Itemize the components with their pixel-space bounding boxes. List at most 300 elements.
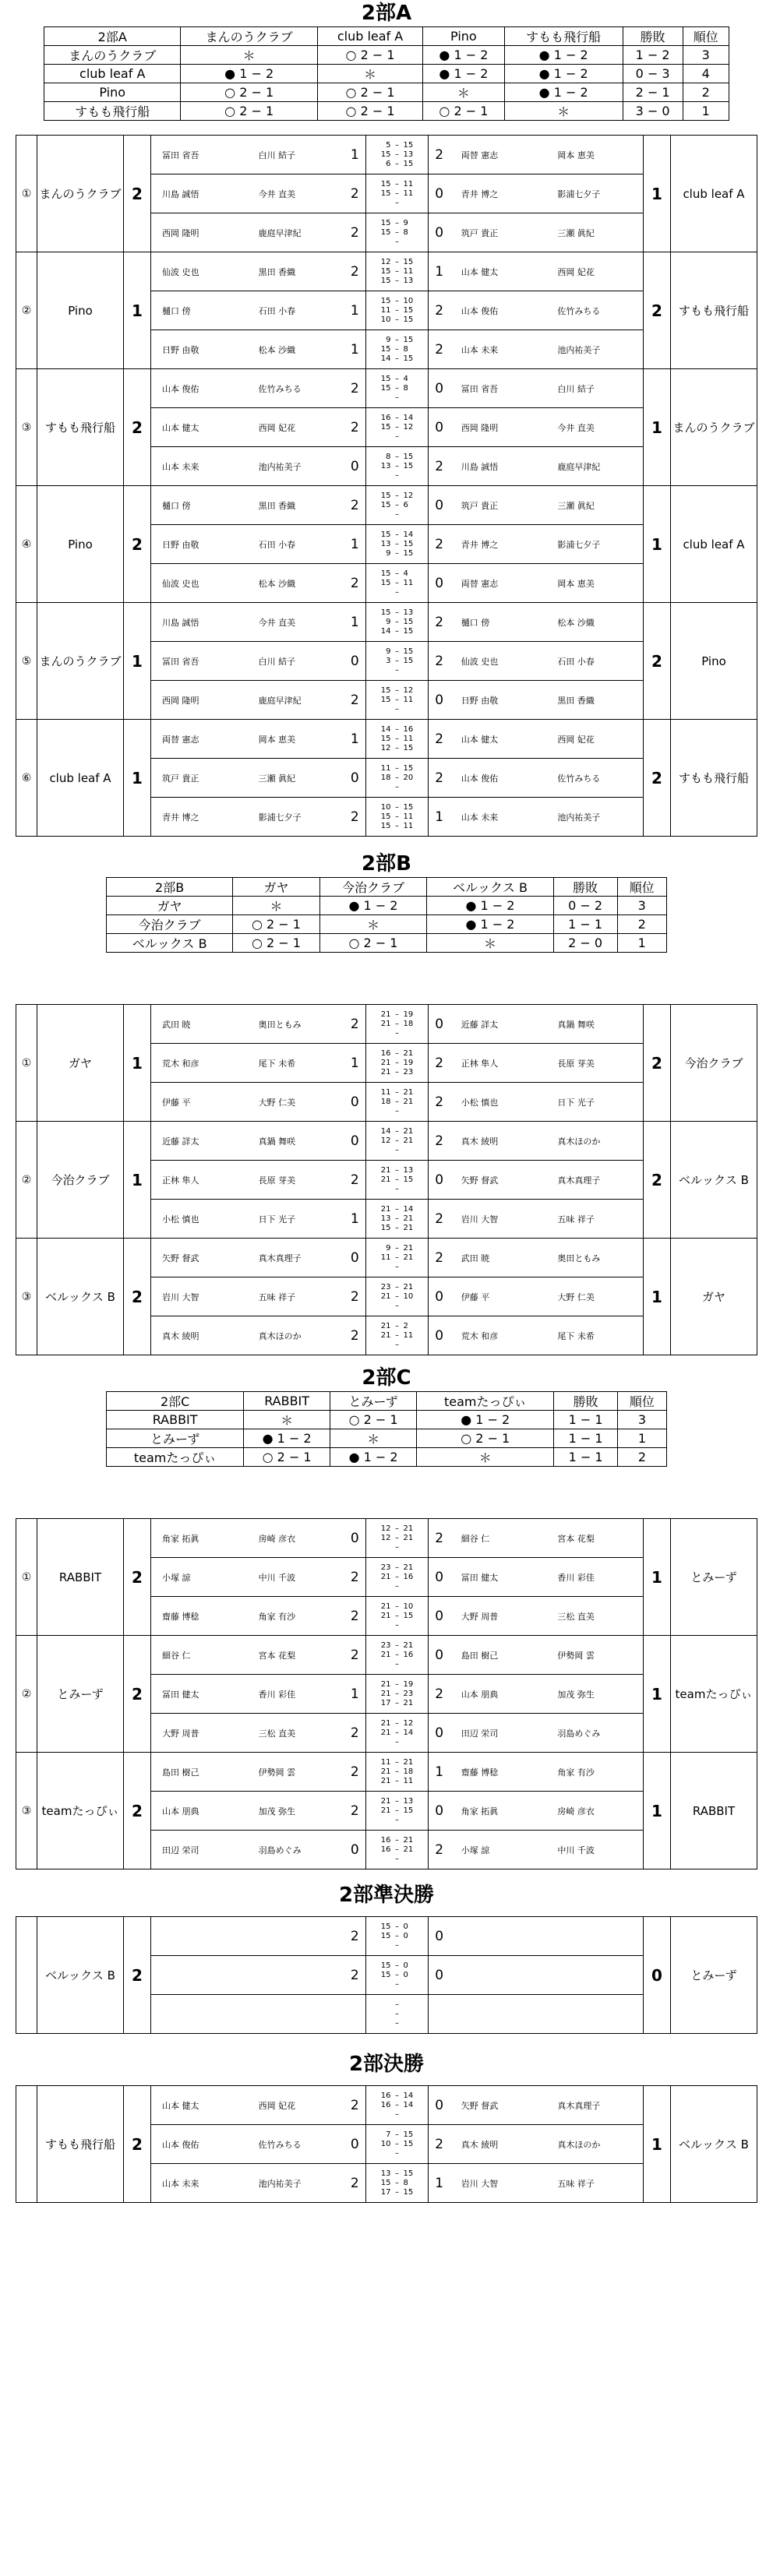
set-score-right: 21 <box>403 1243 414 1253</box>
set-score-right: 14 <box>403 2091 414 2100</box>
left-player-2 <box>248 1917 344 1956</box>
right-player-2: 影浦七夕子 <box>546 174 643 213</box>
team-left-name: Pino <box>37 486 124 603</box>
set-score-line <box>375 1971 418 1980</box>
set-score-right: 21 <box>403 1048 414 1058</box>
set-score-line <box>375 1651 418 1660</box>
set-score-left: 6 <box>386 159 391 168</box>
set-scores-cell <box>366 2125 428 2164</box>
set-scores <box>366 258 427 286</box>
set-score-left <box>375 1855 390 1864</box>
match-games-cell <box>151 2086 644 2203</box>
team-right-score: 1 <box>644 1636 671 1753</box>
set-score-dash: – <box>394 1010 399 1019</box>
right-game-score: 2 <box>435 458 444 474</box>
set-scores-cell <box>366 1956 428 1995</box>
games-table <box>151 1122 643 1238</box>
set-score-line <box>375 1068 418 1077</box>
left-player-1 <box>151 1956 248 1995</box>
game-row <box>151 1558 643 1597</box>
set-scores-cell <box>366 213 428 252</box>
set-score-right: 0 <box>403 1922 408 1931</box>
standings-cell: ＊ <box>181 46 317 65</box>
set-scores <box>366 1088 427 1116</box>
set-score-left: 12 <box>380 1533 391 1542</box>
set-score-dash: – <box>394 1689 399 1698</box>
set-score-line <box>375 1331 418 1341</box>
set-score-left <box>375 1621 390 1630</box>
set-score-dash: – <box>394 1659 399 1669</box>
game-row <box>151 1831 643 1869</box>
set-score-right <box>403 1941 418 1951</box>
set-score-right <box>403 471 418 481</box>
team-right-score: 2 <box>644 720 671 837</box>
set-score-line <box>375 2091 418 2101</box>
set-score-line <box>375 1797 418 1806</box>
standings-cell: 1 − 1 <box>553 915 617 934</box>
set-score-left: 21 <box>380 1175 391 1184</box>
right-player-1: 樋口 傍 <box>450 603 547 642</box>
set-score-line <box>375 569 418 579</box>
set-scores-cell <box>366 1792 428 1831</box>
right-player-1: 山本 俊佑 <box>450 759 547 798</box>
right-player-2: 松本 沙織 <box>546 603 643 642</box>
standings-cell: teamたっぴぃ <box>107 1448 244 1467</box>
set-score-right: 10 <box>403 296 414 305</box>
standings-table <box>106 1391 667 1467</box>
set-score-line <box>375 393 418 403</box>
set-score-left <box>375 2000 390 2010</box>
set-score-right: 21 <box>403 1845 414 1854</box>
right-player-1: 近藤 詳太 <box>450 1005 547 1044</box>
left-player-1: 田辺 栄司 <box>162 1845 199 1855</box>
left-player-1: 小松 慎也 <box>162 1214 199 1225</box>
right-game-score: 2 <box>435 341 444 358</box>
match-games-cell <box>151 1753 644 1869</box>
right-game-score: 0 <box>435 1725 444 1741</box>
set-score-dash: – <box>394 685 399 695</box>
standings-cell: ＊ <box>244 1411 330 1429</box>
left-player-2: 西岡 妃花 <box>248 408 344 447</box>
right-game-score: 2 <box>428 1239 450 1277</box>
set-score-dash: – <box>394 452 399 461</box>
set-scores <box>366 1922 427 1951</box>
right-player-2: 黒田 香織 <box>557 695 595 706</box>
set-scores <box>366 569 427 597</box>
left-player-2: 伊勢岡 雲 <box>248 1753 344 1792</box>
standings-cell: ○ 2 − 1 <box>244 1448 330 1467</box>
standings-row <box>107 934 667 953</box>
game-row <box>151 1792 643 1831</box>
set-score-left <box>375 1816 390 1825</box>
set-scores-cell <box>366 525 428 564</box>
standings-cell: Pino <box>44 83 181 102</box>
right-player-2: 真鍋 舞咲 <box>546 1005 643 1044</box>
left-player-1: 荒木 和彦 <box>151 1044 248 1083</box>
set-score-right: 12 <box>403 685 414 695</box>
set-score-line <box>375 1136 418 1146</box>
match-number <box>16 2086 37 2203</box>
set-score-line <box>375 1185 418 1194</box>
set-score-left <box>375 1941 390 1951</box>
left-game-score: 0 <box>350 458 359 474</box>
set-score-dash: – <box>394 1602 399 1611</box>
right-player-2: 宮本 花梨 <box>546 1519 643 1558</box>
set-score-right: 15 <box>403 2130 414 2139</box>
set-score-left: 21 <box>380 1650 391 1659</box>
set-score-left: 14 <box>380 354 391 363</box>
right-player-2 <box>546 1917 643 1956</box>
set-score-right: 14 <box>403 530 414 539</box>
team-right-name: まんのうクラブ <box>671 369 757 486</box>
set-score-dash: – <box>394 1979 399 1989</box>
set-score-right: 15 <box>403 461 414 470</box>
set-score-dash: – <box>394 1835 399 1845</box>
set-score-right: 15 <box>403 763 414 773</box>
set-score-right: 11 <box>403 1330 414 1340</box>
game-row <box>151 369 643 408</box>
set-score-left: 21 <box>380 1776 391 1785</box>
left-player-1: 西岡 隆明 <box>162 227 199 238</box>
right-player-1: 小松 慎也 <box>461 1097 499 1108</box>
set-score-left <box>375 1029 390 1038</box>
set-scores-cell <box>366 252 428 291</box>
right-player-1: 伊藤 平 <box>450 1277 547 1316</box>
section-title: 2部準決勝 <box>338 1884 435 1907</box>
set-score-left: 15 <box>380 227 391 237</box>
set-score-right <box>403 1263 418 1272</box>
set-score-dash: – <box>394 422 399 432</box>
set-scores-cell <box>366 1200 428 1239</box>
set-score-left: 18 <box>380 1097 391 1106</box>
set-score-right <box>403 1302 418 1311</box>
match-row <box>16 1753 757 1869</box>
set-scores-cell <box>366 1831 428 1869</box>
standings-header-cell: Pino <box>423 27 504 46</box>
standings-cell: ＊ <box>319 915 427 934</box>
set-score-right <box>403 199 418 208</box>
set-score-dash: – <box>394 470 399 480</box>
section-title: 2部A <box>361 2 412 25</box>
left-player-2: 宮本 花梨 <box>248 1636 344 1675</box>
standings-cell: ＊ <box>417 1448 554 1467</box>
set-score-left <box>375 1543 390 1552</box>
set-score-line <box>375 686 418 696</box>
set-score-dash: – <box>394 179 399 189</box>
left-player-2: 三瀬 眞紀 <box>248 759 344 798</box>
left-game-score: 2 <box>344 2086 366 2125</box>
team-left-name: 今治クラブ <box>37 1122 124 1239</box>
left-player-1: 川島 誠悟 <box>151 174 248 213</box>
set-score-dash: – <box>394 1048 399 1058</box>
match-row <box>16 603 757 720</box>
right-game-score <box>428 1995 450 2034</box>
right-game-score: 2 <box>435 1841 444 1858</box>
team-left-name: club leaf A <box>37 720 124 837</box>
left-game-score: 2 <box>344 369 366 408</box>
set-score-dash: – <box>394 1806 399 1815</box>
game-row <box>151 1044 643 1083</box>
team-right-score: 2 <box>644 252 671 369</box>
set-score-left <box>375 705 390 714</box>
right-player-1: 矢野 督武 <box>450 1161 547 1200</box>
set-score-dash: – <box>394 1175 399 1184</box>
set-score-line <box>375 1322 418 1331</box>
set-score-right: 11 <box>403 1776 414 1785</box>
set-score-line <box>375 2010 418 2019</box>
right-game-score: 2 <box>428 642 450 681</box>
set-score-left: 15 <box>380 491 391 500</box>
set-score-right <box>403 2000 418 2010</box>
set-score-line <box>375 1758 418 1767</box>
set-score-right <box>403 1980 418 1989</box>
right-player-2: 真木真理子 <box>546 1161 643 1200</box>
match-number: ① <box>16 1519 37 1636</box>
set-score-dash: – <box>394 1524 399 1533</box>
set-score-left <box>375 238 390 247</box>
set-score-dash: – <box>394 724 399 734</box>
set-scores-cell <box>366 798 428 837</box>
left-player-2: 黒田 香織 <box>248 252 344 291</box>
game-row <box>151 1316 643 1355</box>
set-score-dash: – <box>394 1097 399 1106</box>
set-score-left: 16 <box>380 1835 391 1845</box>
set-score-line <box>375 588 418 597</box>
match-games-cell <box>151 1239 644 1355</box>
right-game-score: 1 <box>428 1753 450 1792</box>
standings-cell: 3 <box>617 1411 666 1429</box>
match-games-cell <box>151 1519 644 1636</box>
match-games-cell <box>151 1917 644 2034</box>
set-score-line <box>375 315 418 325</box>
set-score-right <box>403 238 418 247</box>
set-score-line <box>375 1166 418 1175</box>
set-score-left: 11 <box>380 305 391 315</box>
standings-cell: ○ 2 − 1 <box>233 915 319 934</box>
set-scores-cell <box>366 1995 428 2034</box>
right-player-2: 西岡 妃花 <box>546 252 643 291</box>
right-game-score: 0 <box>428 1792 450 1831</box>
set-score-left <box>375 510 390 520</box>
set-score-left: 16 <box>380 2100 391 2109</box>
set-score-right: 19 <box>403 1010 414 1019</box>
match-games-cell <box>151 720 644 837</box>
standings-cell: ＊ <box>504 102 623 121</box>
game-row <box>151 1005 643 1044</box>
set-score-left: 18 <box>380 773 391 782</box>
standings-cell: ＊ <box>233 897 319 915</box>
games-table <box>151 369 643 485</box>
games-table <box>151 486 643 602</box>
set-score-right: 6 <box>403 500 408 509</box>
set-scores <box>366 492 427 520</box>
set-scores-cell <box>366 1122 428 1161</box>
set-score-line <box>375 579 418 588</box>
left-player-1: 真木 綾明 <box>162 1330 199 1341</box>
set-score-dash: – <box>394 656 399 665</box>
team-right-score: 1 <box>644 486 671 603</box>
right-player-2: 影浦七夕子 <box>546 525 643 564</box>
team-left-name: まんのうクラブ <box>37 603 124 720</box>
right-game-score: 0 <box>428 408 450 447</box>
standings-header-cell: まんのうクラブ <box>181 27 317 46</box>
standings-cell: ○ 2 − 1 <box>417 1429 554 1448</box>
set-score-dash: – <box>394 1243 399 1253</box>
left-game-score <box>344 1995 366 2034</box>
set-score-left: 17 <box>380 1698 391 1707</box>
match-games-cell <box>151 369 644 486</box>
set-score-left: 12 <box>380 257 391 266</box>
right-game-score: 2 <box>428 525 450 564</box>
set-score-dash: – <box>394 1106 399 1115</box>
left-player-2: 石田 小春 <box>248 525 344 564</box>
right-game-score: 2 <box>428 1044 450 1083</box>
set-score-left: 9 <box>386 335 391 344</box>
right-player-1: 筑戸 貴正 <box>450 486 547 525</box>
team-left-score: 1 <box>124 603 151 720</box>
set-score-line <box>375 2019 418 2028</box>
right-player-1: 小塚 諒 <box>461 1845 490 1855</box>
set-score-dash: – <box>394 2187 399 2197</box>
set-score-line <box>375 1029 418 1038</box>
right-player-1: 冨田 健太 <box>450 1558 547 1597</box>
standings-cell: ○ 2 − 1 <box>319 934 427 953</box>
left-player-1: 角家 拓眞 <box>151 1519 248 1558</box>
game-row <box>151 1083 643 1122</box>
set-score-dash: – <box>394 1845 399 1854</box>
right-player-2 <box>546 1956 643 1995</box>
set-score-dash: – <box>394 1611 399 1620</box>
set-scores <box>366 141 427 169</box>
right-player-1 <box>450 1956 547 1995</box>
set-score-right <box>403 1738 418 1747</box>
set-score-right: 11 <box>403 821 414 830</box>
set-score-line <box>375 189 418 199</box>
set-score-left: 15 <box>380 608 391 617</box>
left-player-2 <box>248 1956 344 1995</box>
team-left-score: 1 <box>124 252 151 369</box>
team-left-score: 2 <box>124 1917 151 2034</box>
games-table <box>151 1519 643 1635</box>
set-score-left: 15 <box>380 569 391 578</box>
right-player-2: 真木ほのか <box>546 1122 643 1161</box>
left-player-1: 齋藤 博稔 <box>162 1611 199 1622</box>
standings-cell: ○ 2 − 1 <box>317 46 422 65</box>
set-scores <box>366 2169 427 2197</box>
set-score-right: 8 <box>403 383 408 393</box>
team-left-score: 2 <box>124 486 151 603</box>
set-score-right: 4 <box>403 374 408 383</box>
set-scores-cell <box>366 1636 428 1675</box>
set-score-line <box>375 1728 418 1738</box>
set-score-left <box>375 2149 390 2158</box>
left-game-score: 2 <box>344 1161 366 1200</box>
standings-cell: ● 1 − 2 <box>417 1411 554 1429</box>
set-score-line <box>375 414 418 423</box>
right-player-1: 山本 健太 <box>450 252 547 291</box>
set-score-line <box>375 336 418 345</box>
right-player-1: 矢野 督武 <box>450 2086 547 2125</box>
set-score-left: 21 <box>380 1572 391 1581</box>
games-table <box>151 603 643 719</box>
set-score-right <box>403 783 418 792</box>
standings-row <box>107 897 667 915</box>
set-score-line <box>375 1582 418 1591</box>
standings-cell: ● 1 − 2 <box>504 46 623 65</box>
set-score-dash: – <box>394 276 399 285</box>
set-score-right: 8 <box>403 227 408 237</box>
team-right-name: とみーず <box>671 1519 757 1636</box>
game-row <box>151 2086 643 2125</box>
set-scores-cell <box>366 1239 428 1277</box>
set-score-left: 9 <box>386 617 391 626</box>
left-game-score: 2 <box>344 1956 366 1995</box>
section-title: 2部B <box>362 852 411 876</box>
set-score-left <box>375 783 390 792</box>
set-score-line <box>375 432 418 442</box>
standings-cell: すもも飛行船 <box>44 102 181 121</box>
set-score-dash: – <box>394 1970 399 1979</box>
set-score-right: 13 <box>403 276 414 285</box>
left-player-2: 真木真理子 <box>248 1239 344 1277</box>
match-row <box>16 720 757 837</box>
left-game-score: 1 <box>344 136 366 174</box>
set-score-right: 11 <box>403 179 414 189</box>
set-score-line <box>375 1098 418 1107</box>
match-number: ⑥ <box>16 720 37 837</box>
left-player-2: 鹿庭早津紀 <box>258 695 302 706</box>
right-player-1: 仙波 史也 <box>450 642 547 681</box>
set-score-line <box>375 1224 418 1233</box>
set-score-left: 13 <box>380 2169 391 2178</box>
set-score-left: 21 <box>380 1067 391 1077</box>
left-game-score: 2 <box>350 1725 359 1741</box>
set-score-dash: – <box>394 296 399 305</box>
right-player-1: 角家 拓眞 <box>450 1792 547 1831</box>
set-score-dash: – <box>394 1301 399 1310</box>
set-score-left <box>375 432 390 442</box>
set-score-line <box>375 1283 418 1292</box>
games-table <box>151 1753 643 1869</box>
left-player-2: 今井 直美 <box>248 603 344 642</box>
set-score-line <box>375 608 418 618</box>
set-score-dash: – <box>394 1620 399 1630</box>
left-game-score: 2 <box>344 1753 366 1792</box>
set-score-line <box>375 258 418 267</box>
right-game-score: 0 <box>435 1608 444 1624</box>
set-score-right <box>403 1185 418 1194</box>
set-score-line <box>375 1806 418 1816</box>
match-row <box>16 1005 757 1122</box>
team-left-name: ガヤ <box>37 1005 124 1122</box>
set-scores <box>366 1680 427 1708</box>
set-score-line <box>375 150 418 160</box>
set-score-line <box>375 1302 418 1311</box>
right-player-2: 尾下 未希 <box>557 1330 595 1341</box>
game-row <box>151 447 643 486</box>
set-score-right: 15 <box>403 626 414 636</box>
right-game-score: 0 <box>435 692 444 708</box>
set-score-line <box>375 1777 418 1786</box>
set-score-dash: – <box>394 782 399 791</box>
right-player-2: 岡本 恵美 <box>557 578 595 589</box>
standings-cell: 2 − 1 <box>623 83 683 102</box>
left-player-2: 真木ほのか <box>258 1330 302 1341</box>
left-player-1: 樋口 傍 <box>151 291 248 330</box>
set-score-right: 21 <box>403 1698 414 1707</box>
set-score-left: 11 <box>380 763 391 773</box>
set-scores <box>366 180 427 208</box>
